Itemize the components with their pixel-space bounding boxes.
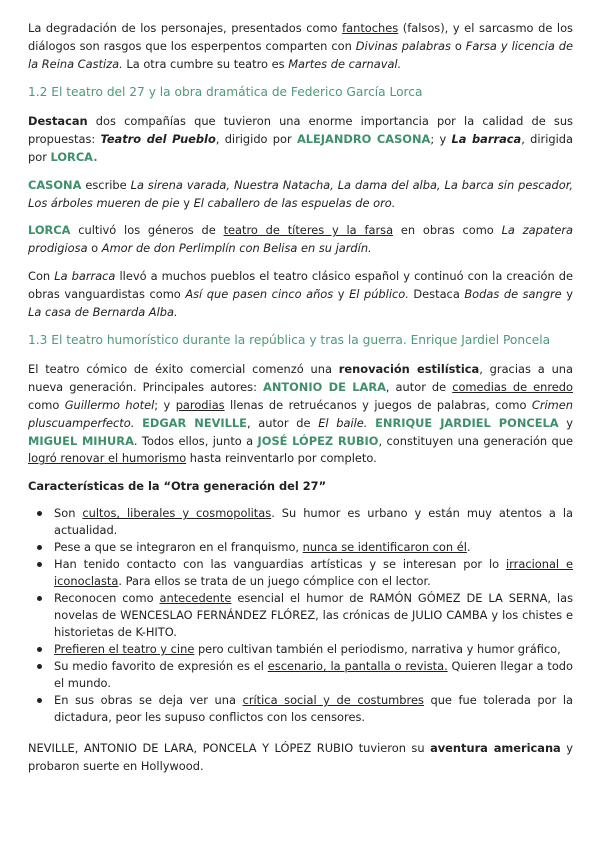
characteristics-list xyxy=(28,505,573,726)
company-name: Teatro del Pueblo xyxy=(100,132,216,147)
term-fantoches: fantoches xyxy=(342,21,399,35)
paragraph-casona: CASONA escribe La sirena varada, Nuestra Natacha, La dama del alba, La barca sin pescador, Los árboles mueren de pie y El caballero de las espuelas de oro. xyxy=(28,177,573,210)
list-item: Reconocen como antecedente esencial el humor de RAMÓN GÓMEZ DE LA SERNA, las novelas de WENCESLAO FERNÁNDEZ FLÓREZ, las crónicas de JULIO CAMBA y los chistes e historietas de K-HITO. xyxy=(28,590,573,641)
author-name: MIGUEL MIHURA xyxy=(28,433,134,448)
work-title: Divinas palabras xyxy=(355,38,451,53)
author-name: ANTONIO DE LARA xyxy=(263,380,386,395)
characteristics-heading: Características de la “Otra generación del 27” xyxy=(28,479,327,494)
author-name: JOSÉ LÓPEZ RUBIO xyxy=(257,433,379,448)
author-name: ALEJANDRO CASONA xyxy=(296,132,431,147)
list-item: En sus obras se deja ver una crítica social y de costumbres que fue tolerada por la dictadura, peor les supuso conflictos con los censores. xyxy=(28,692,573,726)
author-name: LORCA xyxy=(28,223,71,238)
section-heading-1-2: 1.2 El teatro del 27 y la obra dramática de Federico García Lorca xyxy=(28,85,423,100)
company-name: La barraca xyxy=(451,132,522,147)
paragraph-esperpentos: La degradación de los personajes, presentados como fantoches (falsos), y el sarcasmo de los diálogos son rasgos que los esperpentos comparten con Divinas palabras o Farsa y licencia de la Reina Castiza. La otra cumbre su teatro es Martes de carnaval. xyxy=(28,21,573,71)
paragraph-teatro-comico: El teatro cómico de éxito comercial comenzó una renovación estilística, gracias a una nueva generación. Principales autores: ANTONIO DE LARA, autor de comedias de enredo como Guillermo hotel; y parodias llenas de retruécanos y juegos de palabras, como Crimen pluscuamperfecto. EDGAR NEVILLE, autor de El baile. ENRIQUE JARDIEL PONCELA y MIGUEL MIHURA. Todos ellos, junto a JOSÉ LÓPEZ RUBIO, constituyen una generación que logró renovar el humorismo hasta reinventarlo por completo. xyxy=(28,362,574,466)
section-heading-1-3: 1.3 El teatro humorístico durante la república y tras la guerra. Enrique Jardiel Poncela xyxy=(28,333,551,348)
paragraph-lorca: LORCA cultivó los géneros de teatro de títeres y la farsa en obras como La zapatera prodigiosa o Amor de don Perlimplín con Belisa en su jardín. xyxy=(28,223,573,256)
document-page xyxy=(28,20,573,786)
list-item: Prefieren el teatro y cine pero cultivan también el periodismo, narrativa y humor gráfico, xyxy=(28,641,573,658)
list-item: Han tenido contacto con las vanguardias artísticas y se interesan por lo irracional e iconoclasta. Para ellos se trata de un juego cómplice con el lector. xyxy=(28,556,573,590)
paragraph-aventura-americana: NEVILLE, ANTONIO DE LARA, PONCELA Y LÓPEZ RUBIO tuvieron su aventura americana y probaron suerte en Hollywood. xyxy=(28,741,573,773)
paragraph-la-barraca: Con La barraca llevó a muchos pueblos el teatro clásico español y continuó con la creación de obras vanguardistas como Así que pasen cinco años y El público. Destaca Bodas de sangre y La casa de Bernarda Alba. xyxy=(28,268,574,319)
author-name: ENRIQUE JARDIEL PONCELA xyxy=(375,415,559,430)
paragraph-companias: Destacan dos compañías que tuvieron una enorme importancia por la calidad de sus propuestas: Teatro del Pueblo, dirigido por ALEJANDRO CASONA; y La barraca, dirigida por LORCA. xyxy=(28,114,573,164)
author-name: LORCA. xyxy=(50,149,98,164)
author-name: EDGAR NEVILLE xyxy=(142,415,247,430)
work-title: Martes de carnaval. xyxy=(288,56,402,71)
work-title: Farsa y licencia de la Reina Castiza. xyxy=(28,38,573,71)
list-item: Su medio favorito de expresión es el escenario, la pantalla o revista. Quieren llegar a todo el mundo. xyxy=(28,658,573,692)
list-item: Pese a que se integraron en el franquismo, nunca se identificaron con él. xyxy=(28,539,573,556)
list-item: Son cultos, liberales y cosmopolitas. Su humor es urbano y están muy atentos a la actualidad. xyxy=(28,505,573,539)
author-name: CASONA xyxy=(28,177,82,192)
